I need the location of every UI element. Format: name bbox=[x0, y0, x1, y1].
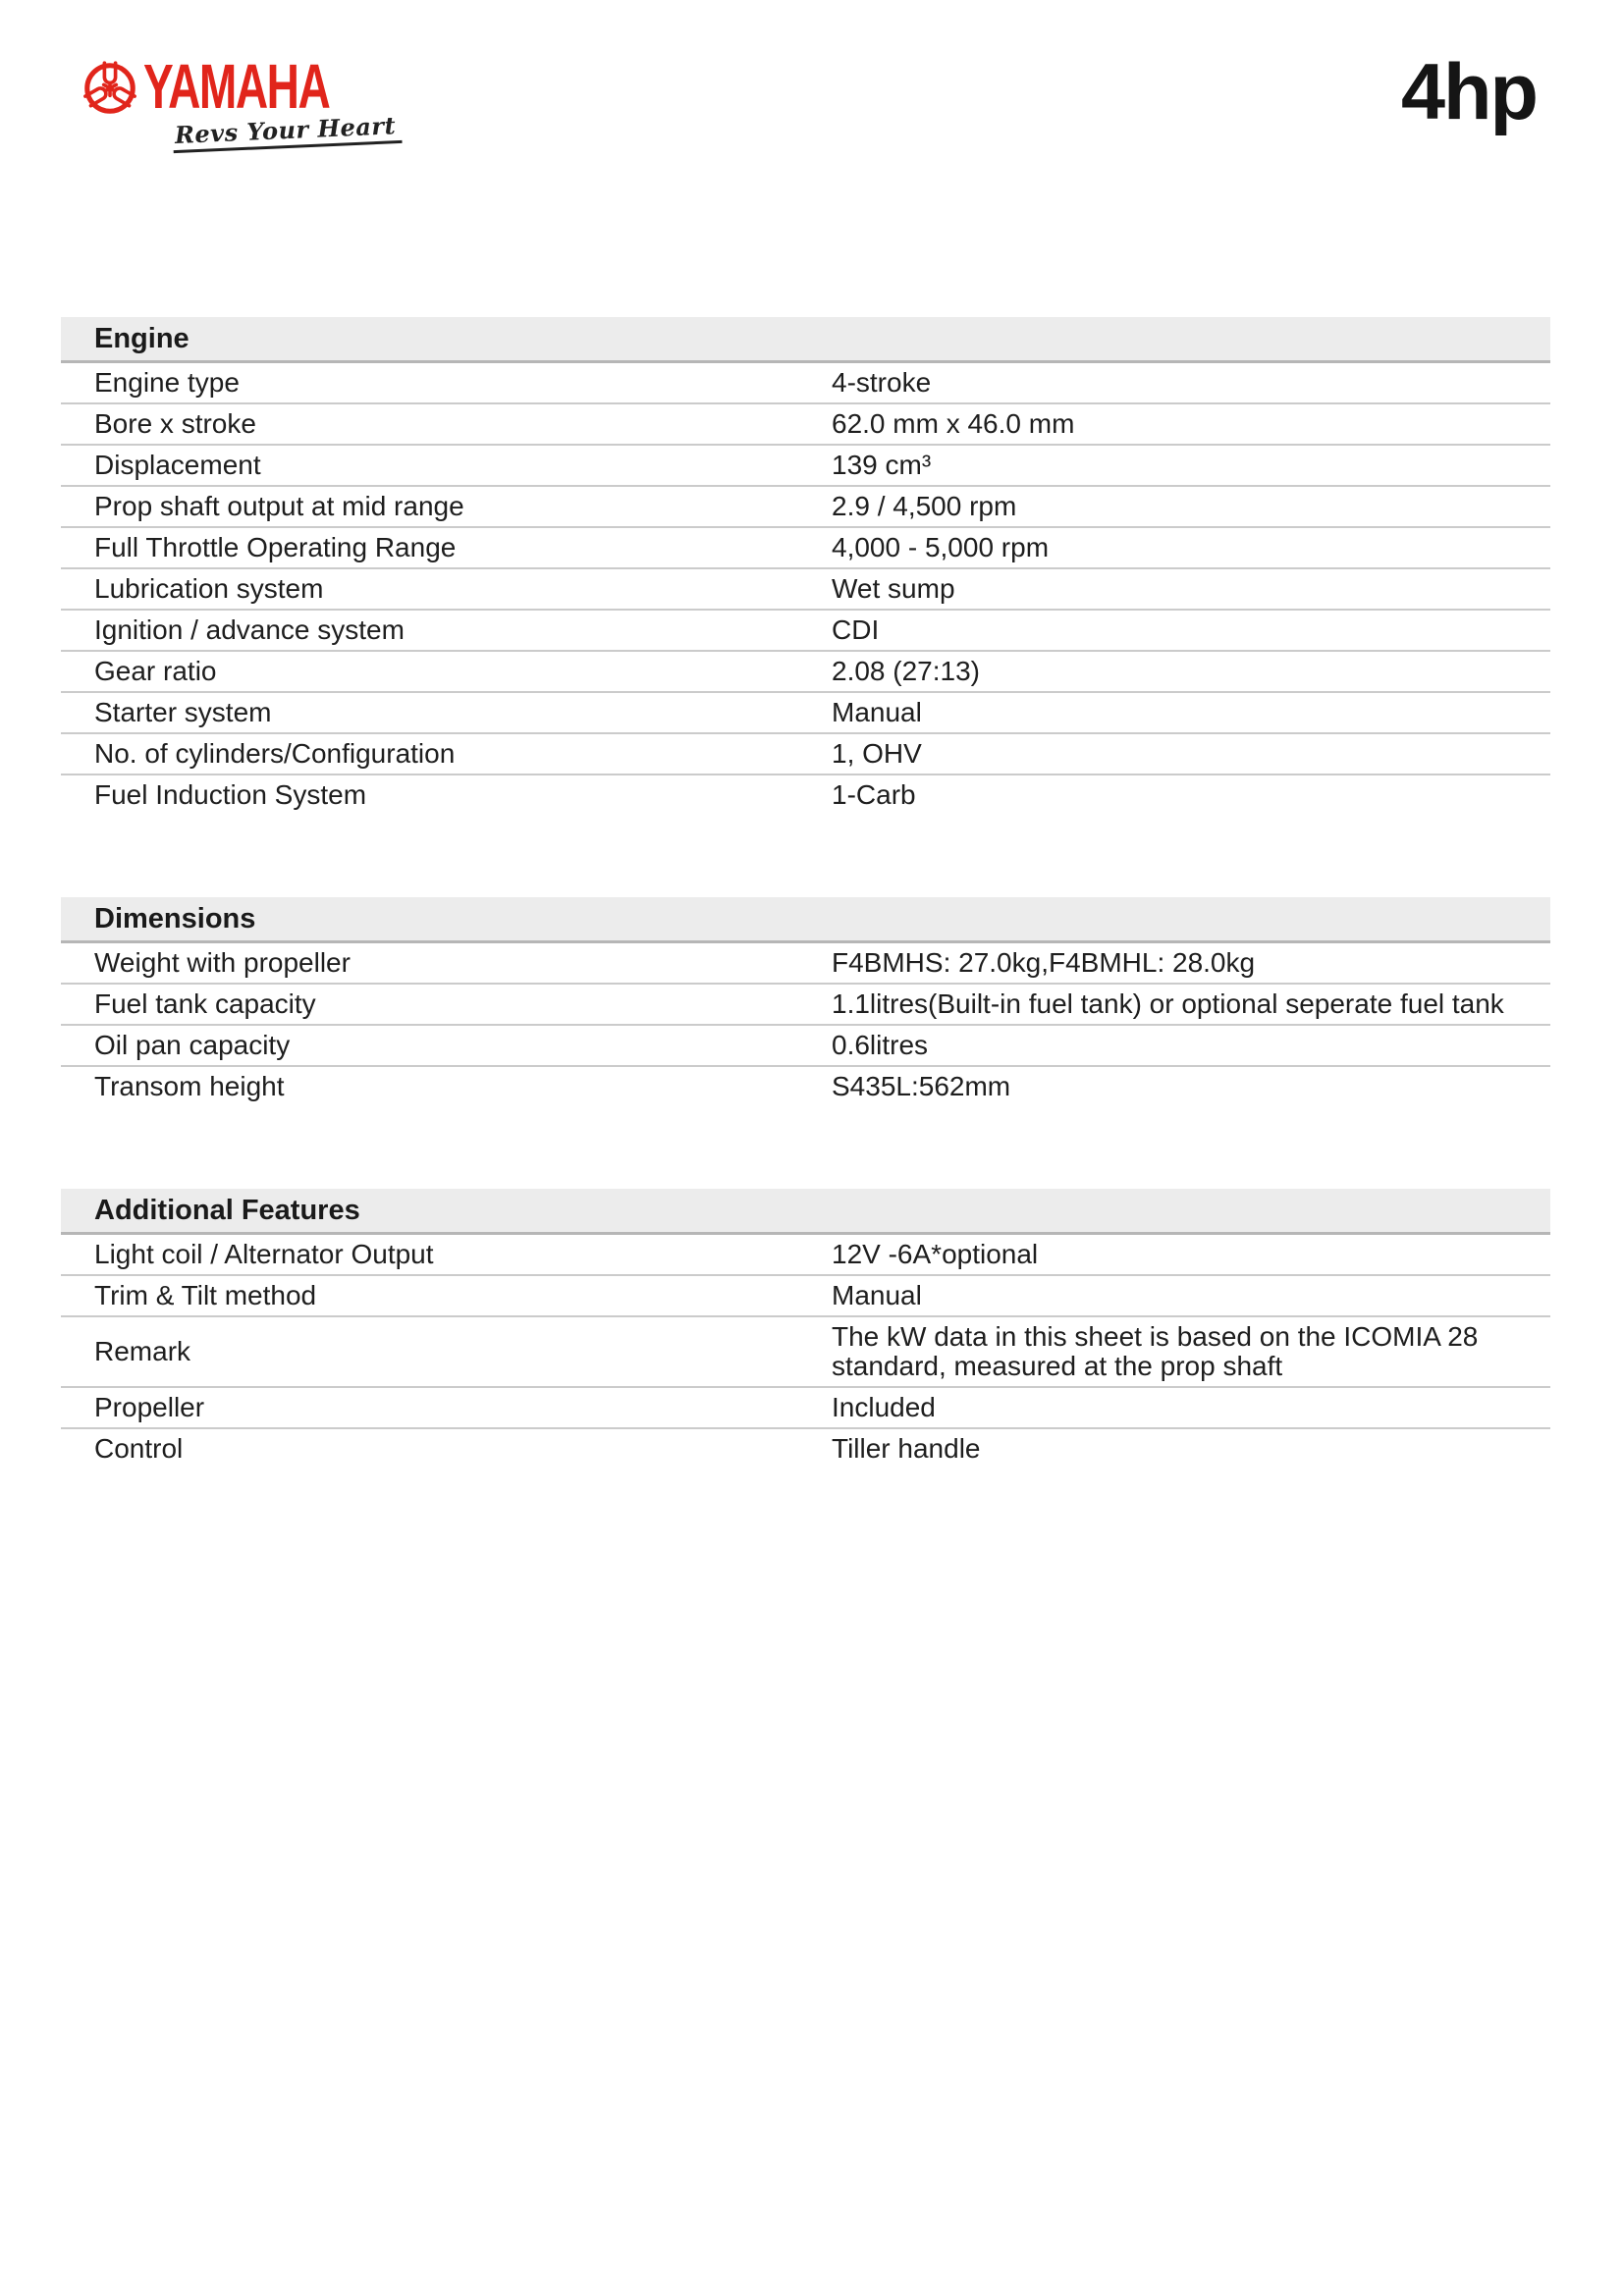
table-row bbox=[61, 983, 1550, 1024]
spec-label: Prop shaft output at mid range bbox=[94, 491, 464, 521]
table-row bbox=[61, 943, 1550, 983]
brand-text-block bbox=[143, 51, 402, 149]
table-row bbox=[61, 1315, 1550, 1386]
spec-label: Propeller bbox=[94, 1392, 205, 1422]
model-title: 4hp bbox=[1400, 48, 1537, 136]
spec-value: Manual bbox=[832, 697, 922, 727]
spec-value: 1-Carb bbox=[832, 779, 916, 810]
spec-value: Manual bbox=[832, 1280, 922, 1310]
table-row bbox=[61, 691, 1550, 732]
spec-label: Full Throttle Operating Range bbox=[94, 532, 457, 562]
spec-value: 4-stroke bbox=[832, 367, 932, 398]
yamaha-tagline: Revs Your Heart bbox=[172, 113, 402, 153]
yamaha-wordmark: YAMAHA bbox=[143, 51, 330, 122]
section-dimensions-title: Dimensions bbox=[61, 897, 1550, 943]
spec-value: The kW data in this sheet is based on the ICOMIA 28 standard, measured at the prop shaft bbox=[832, 1321, 1479, 1381]
spec-label: Remark bbox=[94, 1336, 191, 1366]
spec-tables bbox=[61, 317, 1550, 1468]
table-row bbox=[61, 526, 1550, 567]
table-row bbox=[61, 444, 1550, 485]
spec-label: Fuel tank capacity bbox=[94, 988, 316, 1019]
spec-value: 4,000 - 5,000 rpm bbox=[832, 532, 1050, 562]
spec-value: CDI bbox=[832, 614, 880, 645]
section-engine-title: Engine bbox=[61, 317, 1550, 363]
spec-label: Trim & Tilt method bbox=[94, 1280, 317, 1310]
table-row bbox=[61, 363, 1550, 402]
spec-label: Oil pan capacity bbox=[94, 1030, 291, 1060]
spec-value: Included bbox=[832, 1392, 936, 1422]
spec-value: 2.08 (27:13) bbox=[832, 656, 980, 686]
table-row bbox=[61, 567, 1550, 609]
spec-label: Ignition / advance system bbox=[94, 614, 405, 645]
spec-value: 1, OHV bbox=[832, 738, 922, 769]
table-row bbox=[61, 1065, 1550, 1106]
yamaha-logo bbox=[82, 51, 402, 149]
table-row bbox=[61, 1235, 1550, 1274]
spec-label: Displacement bbox=[94, 450, 261, 480]
spec-label: Weight with propeller bbox=[94, 947, 351, 978]
spec-value: 1.1litres(Built-in fuel tank) or optional seperate fuel tank bbox=[832, 988, 1504, 1019]
table-row bbox=[61, 774, 1550, 815]
table-row bbox=[61, 1427, 1550, 1468]
spec-label: Transom height bbox=[94, 1071, 285, 1101]
section-additional-features-title: Additional Features bbox=[61, 1189, 1550, 1235]
section-dimensions bbox=[61, 897, 1550, 1106]
table-row bbox=[61, 485, 1550, 526]
spec-label: Engine type bbox=[94, 367, 240, 398]
section-additional-features bbox=[61, 1189, 1550, 1468]
table-row bbox=[61, 1274, 1550, 1315]
spec-label: No. of cylinders/Configuration bbox=[94, 738, 456, 769]
spec-label: Fuel Induction System bbox=[94, 779, 367, 810]
spec-value: 12V -6A*optional bbox=[832, 1239, 1039, 1269]
spec-value: 62.0 mm x 46.0 mm bbox=[832, 408, 1075, 439]
spec-label: Bore x stroke bbox=[94, 408, 256, 439]
yamaha-tuning-fork-icon bbox=[82, 61, 137, 116]
spec-label: Light coil / Alternator Output bbox=[94, 1239, 434, 1269]
spec-value: F4BMHS: 27.0kg,F4BMHL: 28.0kg bbox=[832, 947, 1256, 978]
table-row bbox=[61, 1024, 1550, 1065]
table-row bbox=[61, 650, 1550, 691]
spec-label: Control bbox=[94, 1433, 184, 1464]
table-row bbox=[61, 732, 1550, 774]
spec-value: 0.6litres bbox=[832, 1030, 929, 1060]
table-row bbox=[61, 609, 1550, 650]
spec-label: Starter system bbox=[94, 697, 272, 727]
spec-label: Gear ratio bbox=[94, 656, 217, 686]
spec-value: S435L:562mm bbox=[832, 1071, 1011, 1101]
spec-value: 139 cm³ bbox=[832, 450, 932, 480]
spec-value: Tiller handle bbox=[832, 1433, 981, 1464]
section-engine bbox=[61, 317, 1550, 815]
spec-label: Lubrication system bbox=[94, 573, 324, 604]
table-row bbox=[61, 402, 1550, 444]
spec-value: Wet sump bbox=[832, 573, 955, 604]
spec-value: 2.9 / 4,500 rpm bbox=[832, 491, 1017, 521]
table-row bbox=[61, 1386, 1550, 1427]
